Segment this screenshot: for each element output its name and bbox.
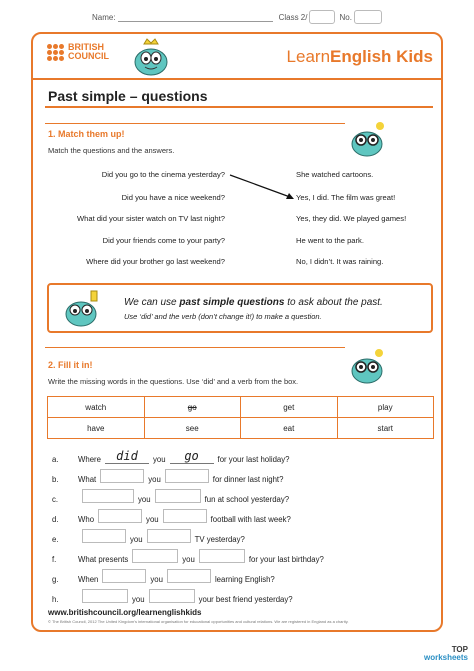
bc-line1: BRITISH [68,42,104,52]
match-question: What did your sister watch on TV last night? [76,214,225,223]
answer-field[interactable] [82,529,126,543]
item-letter: a. [52,455,59,464]
item-letter: c. [52,494,59,504]
monster-teacher-icon [59,289,103,329]
answer-field[interactable] [149,589,195,603]
answer-field[interactable] [167,569,211,583]
fill-item [52,532,245,546]
info-line2: Use ‘did’ and the verb (don’t change it!) to make a question. [124,312,322,321]
item-post: learning English? [214,574,275,584]
answer-field[interactable] [132,549,178,563]
item-letter: b. [52,474,59,484]
item-post: football with last week? [210,514,291,524]
match-question: Where did your brother go last weekend? [86,257,225,266]
info-line1 [124,297,383,308]
word-box [47,396,434,439]
bc-line2: COUNCIL [68,51,109,61]
answer-field[interactable]: did [105,449,149,464]
lek-light: Learn [286,47,331,66]
match-answer: Yes, they did. We played games! [296,214,407,223]
match-answer: She watched cartoons. [296,170,374,179]
item-mid: you [132,594,145,604]
match-answer: He went to the park. [296,236,364,245]
fill-item [52,472,283,486]
info-text: to ask about the past. [284,297,383,308]
tw-line2: worksheets [423,653,468,662]
match-question: Did your friends come to your party? [102,236,225,245]
footer-copyright: © The British Council, 2012 The United Kingdom’s international organisation for educational opportunities and cultural relations. We are registered in England as a charity. [48,619,349,624]
item-pre: Who [78,514,95,524]
match-question: Did you have a nice weekend? [121,193,225,202]
answer-field[interactable] [199,549,245,563]
item-letter: h. [52,594,59,604]
match-answer: No, I didn’t. It was raining. [296,257,384,266]
match-arrow [228,172,298,202]
info-text: We can use [124,297,180,308]
item-post: for your last birthday? [248,554,324,564]
item-post: your best friend yesterday? [198,594,293,604]
word-cell: eat [241,418,338,439]
page-title: Past simple – questions [48,88,208,104]
footer-url[interactable]: www.britishcouncil.org/learnenglishkids [48,608,202,617]
answer-field[interactable] [102,569,146,583]
fill-item [52,552,324,566]
student-info-line [92,10,382,24]
item-post: fun at school yesterday? [204,494,290,504]
item-mid: you [148,474,161,484]
fill-item [52,492,289,506]
section2-title: 2. Fill it in! [48,360,93,370]
worksheet-header [33,34,441,80]
class-label: Class 2/ [278,12,308,22]
word-cell: start [337,418,434,439]
item-letter: e. [52,534,59,544]
item-mid: you [182,554,195,564]
section2-divider [45,347,345,348]
info-bold: past simple questions [179,297,285,308]
answer-field[interactable] [98,509,142,523]
word-cell: see [144,418,241,439]
no-label: No. [339,12,352,22]
fill-item [52,592,293,606]
name-label: Name: [92,12,116,22]
fill-item [52,572,275,586]
section2-instruction: Write the missing words in the questions. Use ‘did’ and a verb from the box. [48,377,299,386]
item-pre: When [78,574,99,584]
item-post: TV yesterday? [194,534,245,544]
item-pre: What [78,474,97,484]
grammar-info-box [47,283,433,333]
word-cell: have [48,418,145,439]
answer-field[interactable] [155,489,201,503]
answer-field[interactable] [100,469,144,483]
answer-field[interactable]: go [170,449,214,464]
item-post: for dinner last night? [212,474,284,484]
item-mid: you [130,534,143,544]
word-cell: get [241,397,338,418]
item-letter: g. [52,574,59,584]
answer-field[interactable] [165,469,209,483]
answer-field[interactable] [163,509,207,523]
topworksheets-logo [424,646,468,662]
fill-item [52,512,291,526]
class-field[interactable] [309,10,335,24]
bc-dots-icon [47,44,64,61]
item-mid: you [146,514,159,524]
no-field[interactable] [354,10,382,24]
answer-field[interactable] [82,589,128,603]
monster-mascot-icon [129,36,173,78]
item-letter: d. [52,514,59,524]
answer-field[interactable] [147,529,191,543]
tw-line1: TOP [451,645,468,654]
monster-glasses-icon [346,346,388,386]
item-pre: Where [78,455,101,464]
item-mid: you [150,574,163,584]
word-cell: play [337,397,434,418]
section1-instruction: Match the questions and the answers. [48,146,175,155]
match-answer: Yes, I did. The film was great! [296,193,396,202]
section1-title: 1. Match them up! [48,129,125,139]
item-post: for your last holiday? [217,455,290,464]
item-mid: you [152,455,166,464]
match-question: Did you go to the cinema yesterday? [101,170,225,179]
word-cell: go [144,397,241,418]
fill-item [52,449,290,467]
monster-glasses-icon [346,118,388,160]
name-field[interactable] [118,12,273,22]
item-mid: you [138,494,151,504]
learnenglish-kids-logo [287,47,433,67]
item-pre: What presents [78,554,129,564]
title-divider [45,106,433,108]
lek-bold: English Kids [330,47,433,66]
item-letter: f. [52,554,57,564]
word-cell: watch [48,397,145,418]
answer-field[interactable] [82,489,134,503]
section1-divider [45,123,345,124]
british-council-logo [47,43,109,61]
